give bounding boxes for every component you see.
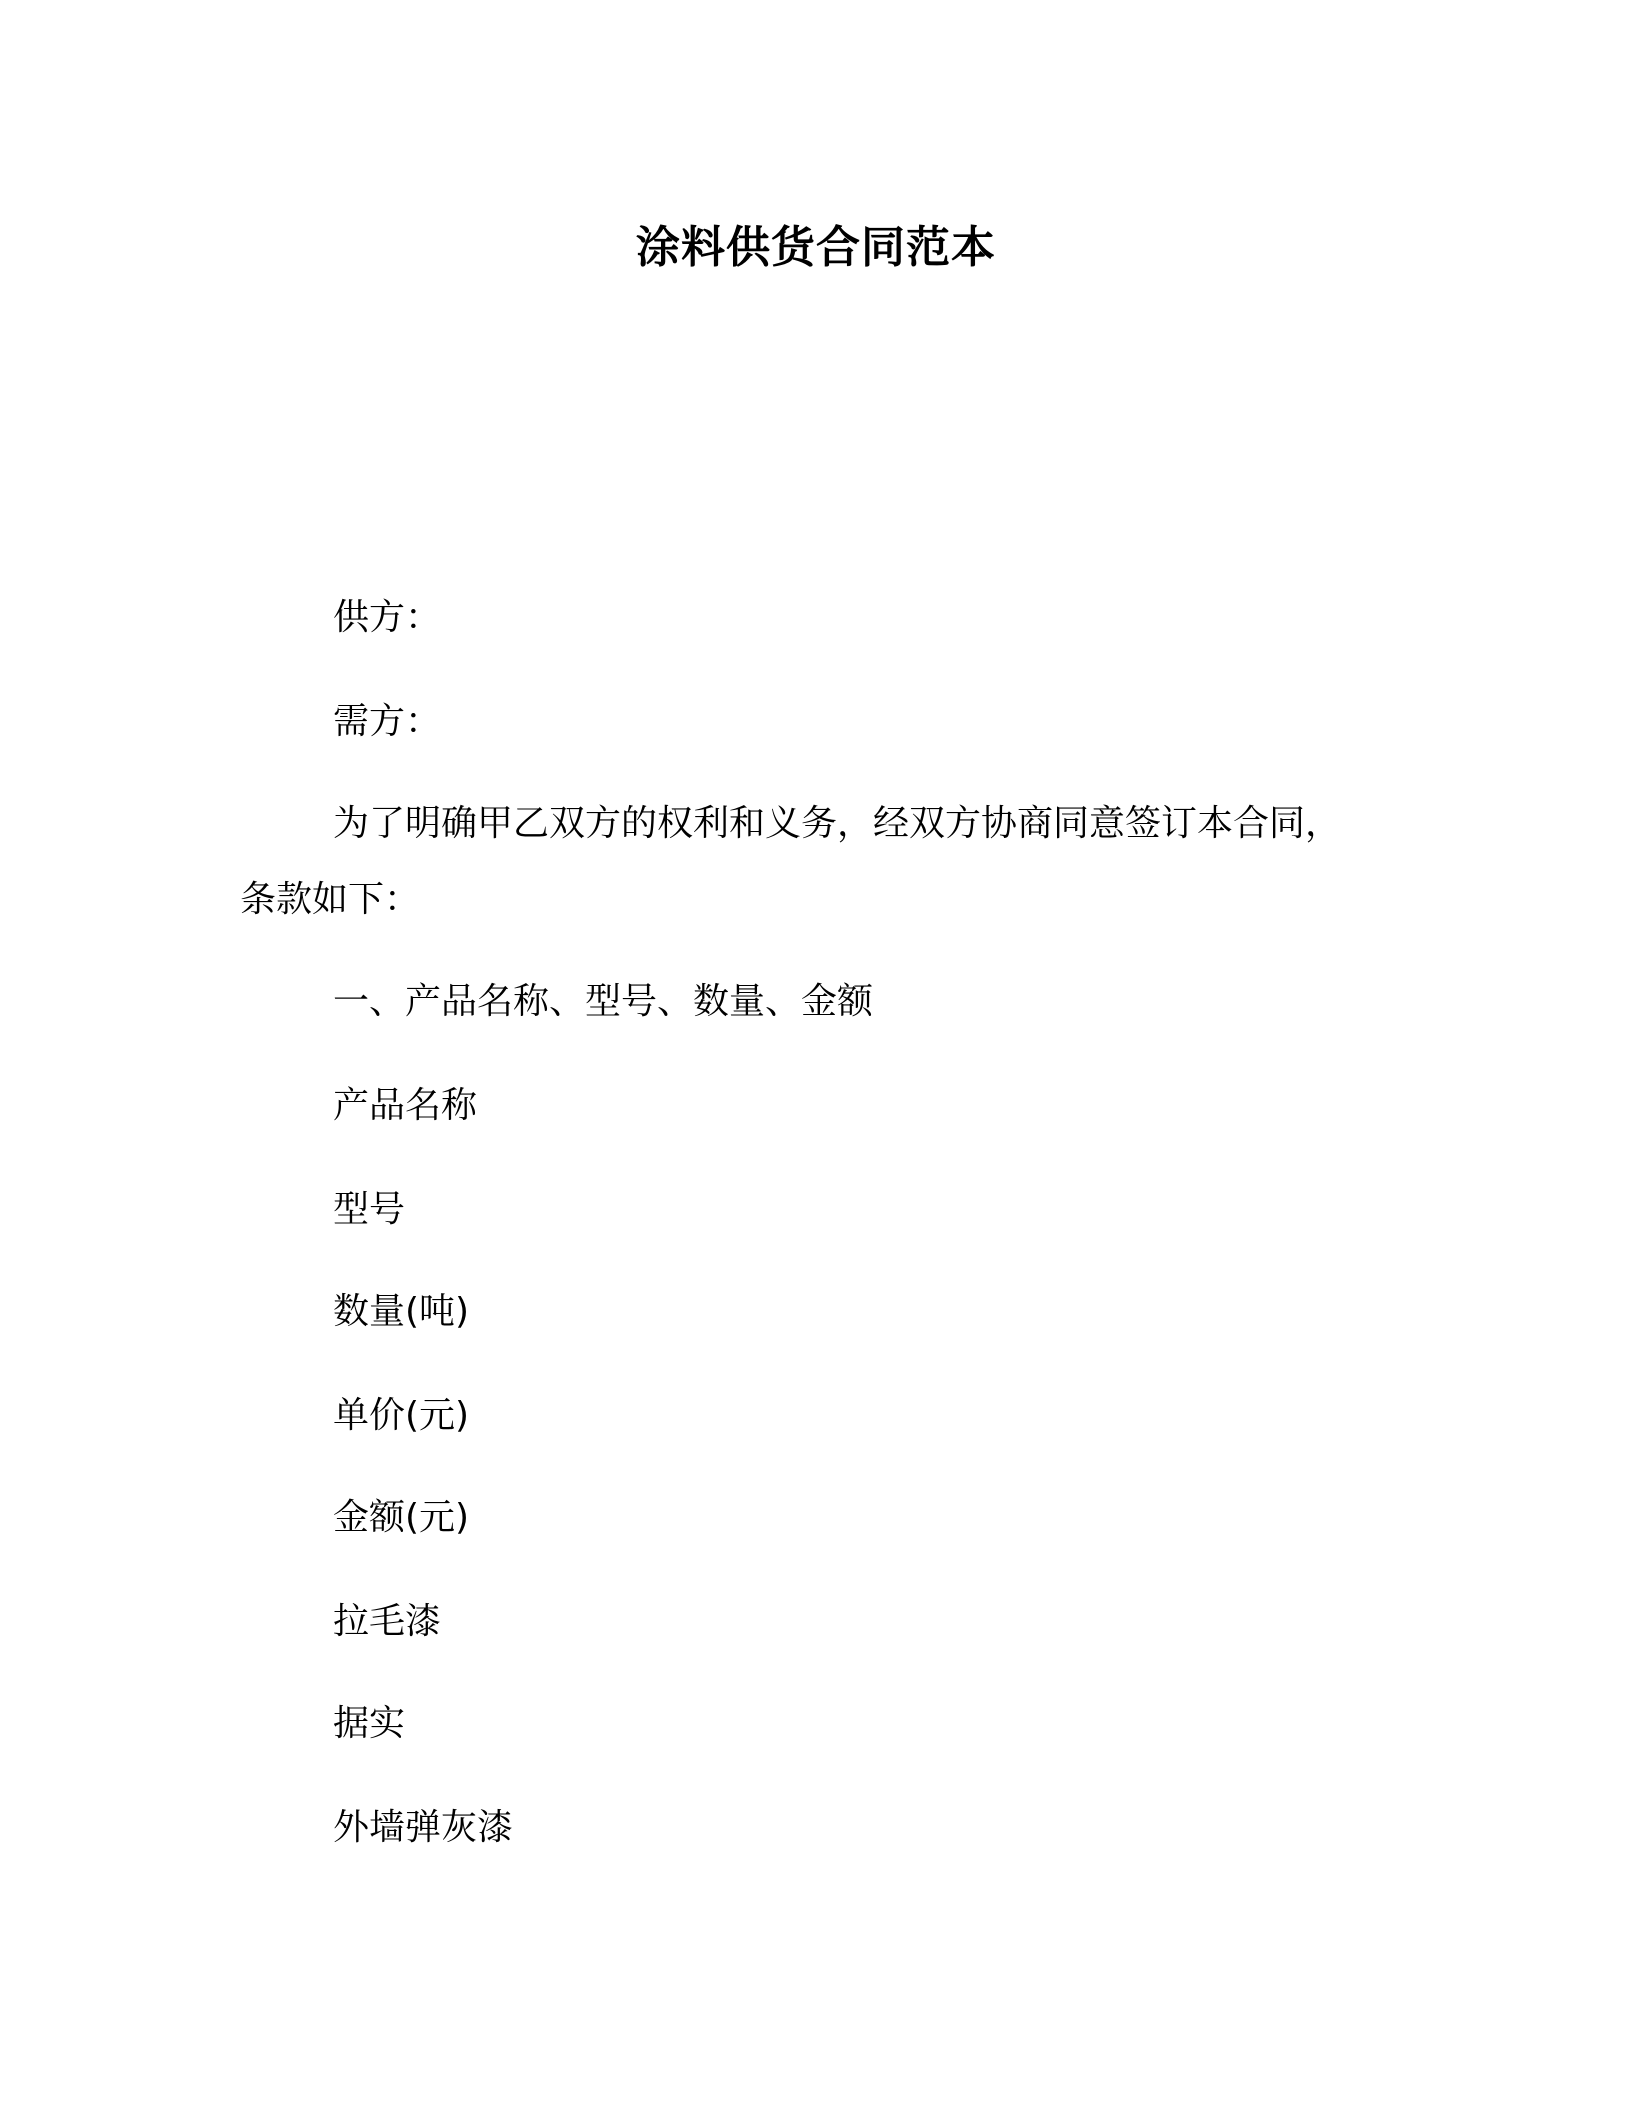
- intro-paragraph-line-2: 条款如下：: [240, 879, 421, 920]
- list-item: 外墙弹灰漆: [333, 1807, 514, 1848]
- list-item: 拉毛漆: [333, 1601, 442, 1642]
- list-item: 数量(吨): [333, 1291, 470, 1332]
- section-heading: 一、产品名称、型号、数量、金额: [333, 981, 874, 1022]
- list-item: 单价(元): [333, 1395, 470, 1436]
- list-item: 金额(元): [333, 1497, 470, 1538]
- list-item: 据实: [333, 1703, 406, 1744]
- list-item: 产品名称: [333, 1085, 478, 1126]
- document-title: 涂料供货合同范本: [636, 222, 996, 273]
- buyer-label: 需方：: [333, 701, 442, 742]
- list-item: 型号: [333, 1189, 406, 1230]
- intro-paragraph-line-1: 为了明确甲乙双方的权利和义务，经双方协商同意签订本合同，: [333, 803, 1342, 844]
- supplier-label: 供方：: [333, 597, 442, 638]
